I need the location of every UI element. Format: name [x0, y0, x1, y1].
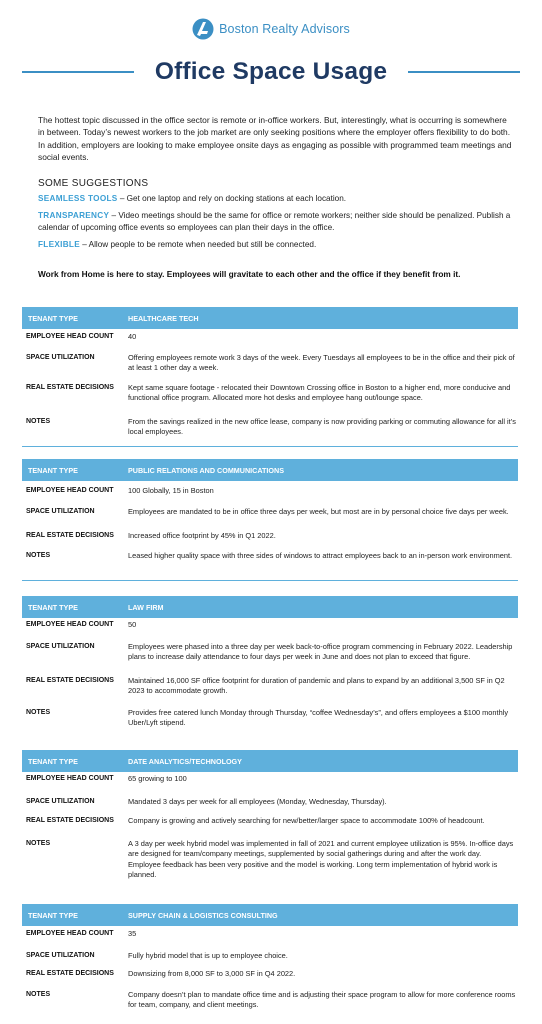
- row-value: Kept same square footage - relocated their Downtown Crossing office in Boston to a higher end, more conducive and functional office program. Allocated more hot desks and employee hang out/lounge space.: [128, 383, 511, 403]
- section-header: [22, 596, 518, 618]
- tenant-type-value: SUPPLY CHAIN & LOGISTICS CONSULTING: [128, 911, 278, 920]
- brand-name: Boston Realty Advisors: [219, 22, 350, 36]
- row-label: EMPLOYEE HEAD COUNT: [26, 930, 114, 937]
- row-label: SPACE UTILIZATION: [26, 952, 95, 959]
- suggestion-key: FLEXIBLE: [38, 240, 80, 249]
- section-header: [22, 904, 518, 926]
- suggestion-text: – Allow people to be remote when needed but still be connected.: [79, 240, 317, 249]
- row-value: Increased office footprint by 45% in Q1 2022.: [128, 531, 276, 540]
- row-label: EMPLOYEE HEAD COUNT: [26, 487, 114, 494]
- section-header: [22, 459, 518, 481]
- row-value: From the savings realized in the new office lease, company is now providing parking or commuting allowance for all it’s local employees.: [128, 417, 516, 437]
- suggestion-text: – Video meetings should be the same for office or remote workers; neither side should be penalized. Publish a calendar of upcoming office events so employees can plan their days in the office.: [38, 211, 511, 233]
- tenant-type-label: TENANT TYPE: [28, 757, 78, 766]
- section-header: [22, 750, 518, 772]
- tenant-type-label: TENANT TYPE: [28, 314, 78, 323]
- row-value: 35: [128, 929, 137, 938]
- tenant-section: [22, 904, 518, 1020]
- row-label: NOTES: [26, 991, 51, 998]
- row-label: EMPLOYEE HEAD COUNT: [26, 333, 114, 340]
- row-label: NOTES: [26, 709, 51, 716]
- row-value: 65 growing to 100: [128, 774, 187, 783]
- brand-logo: [0, 18, 542, 45]
- tenant-type-label: TENANT TYPE: [28, 466, 78, 475]
- row-label: SPACE UTILIZATION: [26, 798, 95, 805]
- row-label: NOTES: [26, 552, 51, 559]
- row-value: Company doesn’t plan to mandate office time and is adjusting their space program to allow for more conference rooms for team, company, and client meetings.: [128, 990, 516, 1010]
- tenant-type-value: PUBLIC RELATIONS AND COMMUNICATIONS: [128, 466, 284, 475]
- row-value: A 3 day per week hybrid model was implemented in fall of 2021 and current employee utilization is 95%. In-office days are designed for team/company meetings, supplemented by social gatherings during and after the work day. Employee feedback has been very positive and the model is working. Long term implementation of hybrid work is planned.: [128, 839, 514, 880]
- title-rule-right: [408, 71, 520, 73]
- row-value: Mandated 3 days per week for all employees (Monday, Wednesday, Thursday).: [128, 797, 387, 806]
- suggestion-key: SEAMLESS TOOLS: [38, 194, 118, 203]
- suggestion-key: TRANSPARENCY: [38, 211, 110, 220]
- row-label: REAL ESTATE DECISIONS: [26, 817, 114, 824]
- row-label: SPACE UTILIZATION: [26, 354, 95, 361]
- tenant-type-label: TENANT TYPE: [28, 911, 78, 920]
- section-header: [22, 307, 518, 329]
- tenant-type-label: TENANT TYPE: [28, 603, 78, 612]
- suggestions-heading: SOME SUGGESTIONS: [38, 178, 149, 189]
- row-label: REAL ESTATE DECISIONS: [26, 532, 114, 539]
- closing-statement: Work from Home is here to stay. Employees will gravitate to each other and the office if they benefit from it.: [38, 269, 461, 279]
- suggestion-text: – Get one laptop and rely on docking stations at each location.: [117, 194, 347, 203]
- row-label: SPACE UTILIZATION: [26, 643, 95, 650]
- row-label: REAL ESTATE DECISIONS: [26, 970, 114, 977]
- tenant-section: [22, 307, 518, 447]
- row-label: REAL ESTATE DECISIONS: [26, 677, 114, 684]
- row-value: Offering employees remote work 3 days of the week. Every Tuesdays all employees to be in the office and their pick of at least 1 other day a week.: [128, 353, 515, 373]
- suggestion-item: [38, 193, 514, 205]
- section-divider: [22, 580, 518, 581]
- section-divider: [22, 446, 518, 447]
- row-label: REAL ESTATE DECISIONS: [26, 384, 114, 391]
- tenant-section: [22, 459, 518, 581]
- row-value: Employees were phased into a three day per week back-to-office program commencing in February 2022. Leadership plans to increase daily attendance to four days per week in June and does not plan to exceed that figure.: [128, 642, 513, 662]
- tenant-type-value: HEALTHCARE TECH: [128, 314, 199, 323]
- suggestion-item: [38, 239, 514, 251]
- tenant-type-value: DATE ANALYTICS/TECHNOLOGY: [128, 757, 242, 766]
- tenant-section: [22, 596, 518, 734]
- row-value: Provides free catered lunch Monday through Thursday, “coffee Wednesday’s”, and offers employees a $100 monthly Uber/Lyft stipend.: [128, 708, 509, 728]
- row-value: Downsizing from 8,000 SF to 3,000 SF in Q4 2022.: [128, 969, 296, 978]
- tenant-section: [22, 750, 518, 886]
- row-label: EMPLOYEE HEAD COUNT: [26, 775, 114, 782]
- row-value: 100 Globally, 15 in Boston: [128, 486, 214, 495]
- row-label: NOTES: [26, 418, 51, 425]
- row-value: Leased higher quality space with three sides of windows to attract employees back to an in-person work environment.: [128, 551, 513, 560]
- row-value: 50: [128, 620, 137, 629]
- row-value: Maintained 16,000 SF office footprint for duration of pandemic and plans to expand by an additional 3,500 SF in Q2 2023 to accommodate growth.: [128, 676, 505, 696]
- row-label: SPACE UTILIZATION: [26, 508, 95, 515]
- intro-paragraph: The hottest topic discussed in the office sector is remote or in-office workers. But, interestingly, what is occurring is somewhere in between. Today’s newest workers to the job market are only seeking positions where the employer offers flexibility to do both. In addition, employers are looking to make employee onsite days as engaging as possible with programmed team meetings and social events.: [38, 115, 512, 163]
- row-value: Employees are mandated to be in office three days per week, but most are in by personal choice five days per week.: [128, 507, 509, 516]
- tenant-type-value: LAW FIRM: [128, 603, 164, 612]
- page-title: Office Space Usage: [154, 58, 388, 85]
- row-value: Fully hybrid model that is up to employee choice.: [128, 951, 288, 960]
- row-value: Company is growing and actively searching for new/better/larger space to accommodate 100% of headcount.: [128, 816, 485, 825]
- brand-mark-icon: [192, 18, 214, 40]
- suggestion-item: [38, 210, 514, 234]
- title-row: [0, 58, 542, 92]
- row-value: 40: [128, 332, 137, 341]
- row-label: EMPLOYEE HEAD COUNT: [26, 621, 114, 628]
- row-label: NOTES: [26, 840, 51, 847]
